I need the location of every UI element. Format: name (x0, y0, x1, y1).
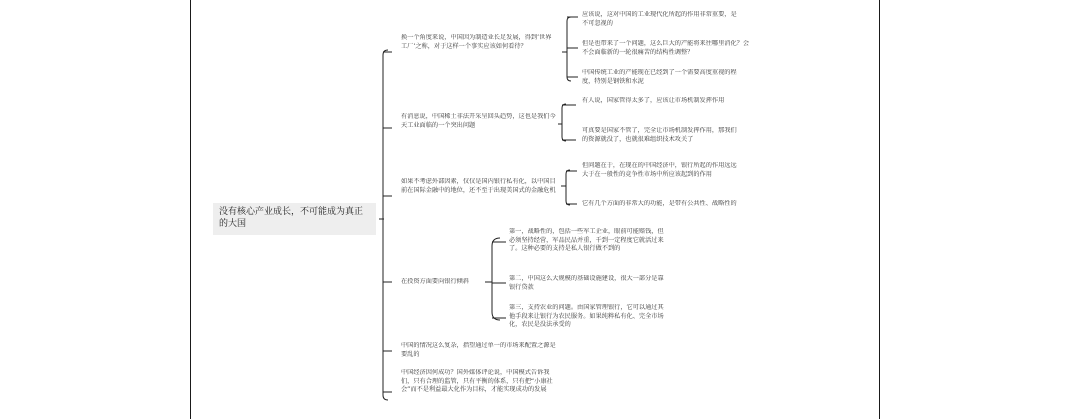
branch-2-bracket (558, 104, 576, 141)
branch-1-topic[interactable]: 换一个角度来说，中国因为制造业长足发展，得到’世界工厂’之称，对于这样一个事实应该如何看待？ (401, 34, 552, 50)
branch-1-child-2[interactable]: 但是也带来了一个问题，这么巨大的产能将来往哪里消化？会不会面临新的一轮很痛苦的结构性调整？ (582, 40, 750, 56)
branch-2-child-2[interactable]: 可真要是国家不管了，完全让市场机制发挥作用，那我们的资源就没了，也就很难组织技术攻关了 (582, 127, 737, 143)
branch-5-topic[interactable]: 中国的情况这么复杂，指望通过单一的市场来配置之源是要乱的 (401, 342, 556, 358)
branch-1-child-1[interactable]: 应该说，这对中国的工业现代化所起的作用非常重要，是不可忽视的 (582, 11, 737, 27)
branch-4-child-2[interactable]: 第二，中国这么大规模的基础设施建设，很大一部分是靠银行贷款 (509, 275, 664, 291)
branch-1-bracket (562, 17, 578, 81)
branch-2-child-1[interactable]: 有人说，国家管得太多了，应该让市场机制发挥作用 (582, 97, 725, 104)
root-topic[interactable]: 没有核心产业成长，不可能成为真正的大国 (213, 203, 376, 235)
branch-4-child-3[interactable]: 第三，支持农业的问题。由国家管理银行，它可以通过其他手段来让银行为农民服务。如果纯粹私有化、完全市场化，农民是没法承受的 (509, 304, 664, 329)
branch-2-topic[interactable]: 有消息说，中国稀土非法开采呈回头趋势，这也是我们今天工业面临的一个突出问题 (401, 113, 556, 129)
branch-1-child-3[interactable]: 中国传统工业的产能现在已经到了一个需要高度重视的程度，特别是钢铁和水泥 (582, 69, 737, 85)
branch-3-child-2[interactable]: 它有几个方面的非常大的功能，是带有公共性、战略性的 (582, 200, 737, 207)
branch-3-child-1[interactable]: 但问题在于，在现在的中国经济中，银行所起的作用远远大于在一般性的竞争性市场中所应该起到的作用 (582, 162, 737, 178)
branch-4-topic[interactable]: 在投资方面要向银行倾斜 (401, 278, 470, 285)
root-bracket (379, 50, 392, 400)
branch-3-topic[interactable]: 如果不考虑外部因素，仅仅是国内银行私有化，以中国目前在国际金融中的地位，还不至于出现美国式的金融危机 (401, 178, 556, 194)
branch-6-topic[interactable]: 中国经济因何成功？国外媒体评论说，中国模式告诉我们，只有合理的监管，只有平衡的体系，只有把“小康社会”而不是利益最大化作为目标，才能实现成功的发展 (401, 369, 553, 394)
branch-3-bracket (561, 170, 577, 205)
branch-4-child-1[interactable]: 第一，战略性的，包括一些军工企业，眼前可能赔钱，但必须坚持经营，军品民品并重，千到一定程度它就活过来了。这种必要的支持是私人银行做不到的 (509, 228, 664, 253)
